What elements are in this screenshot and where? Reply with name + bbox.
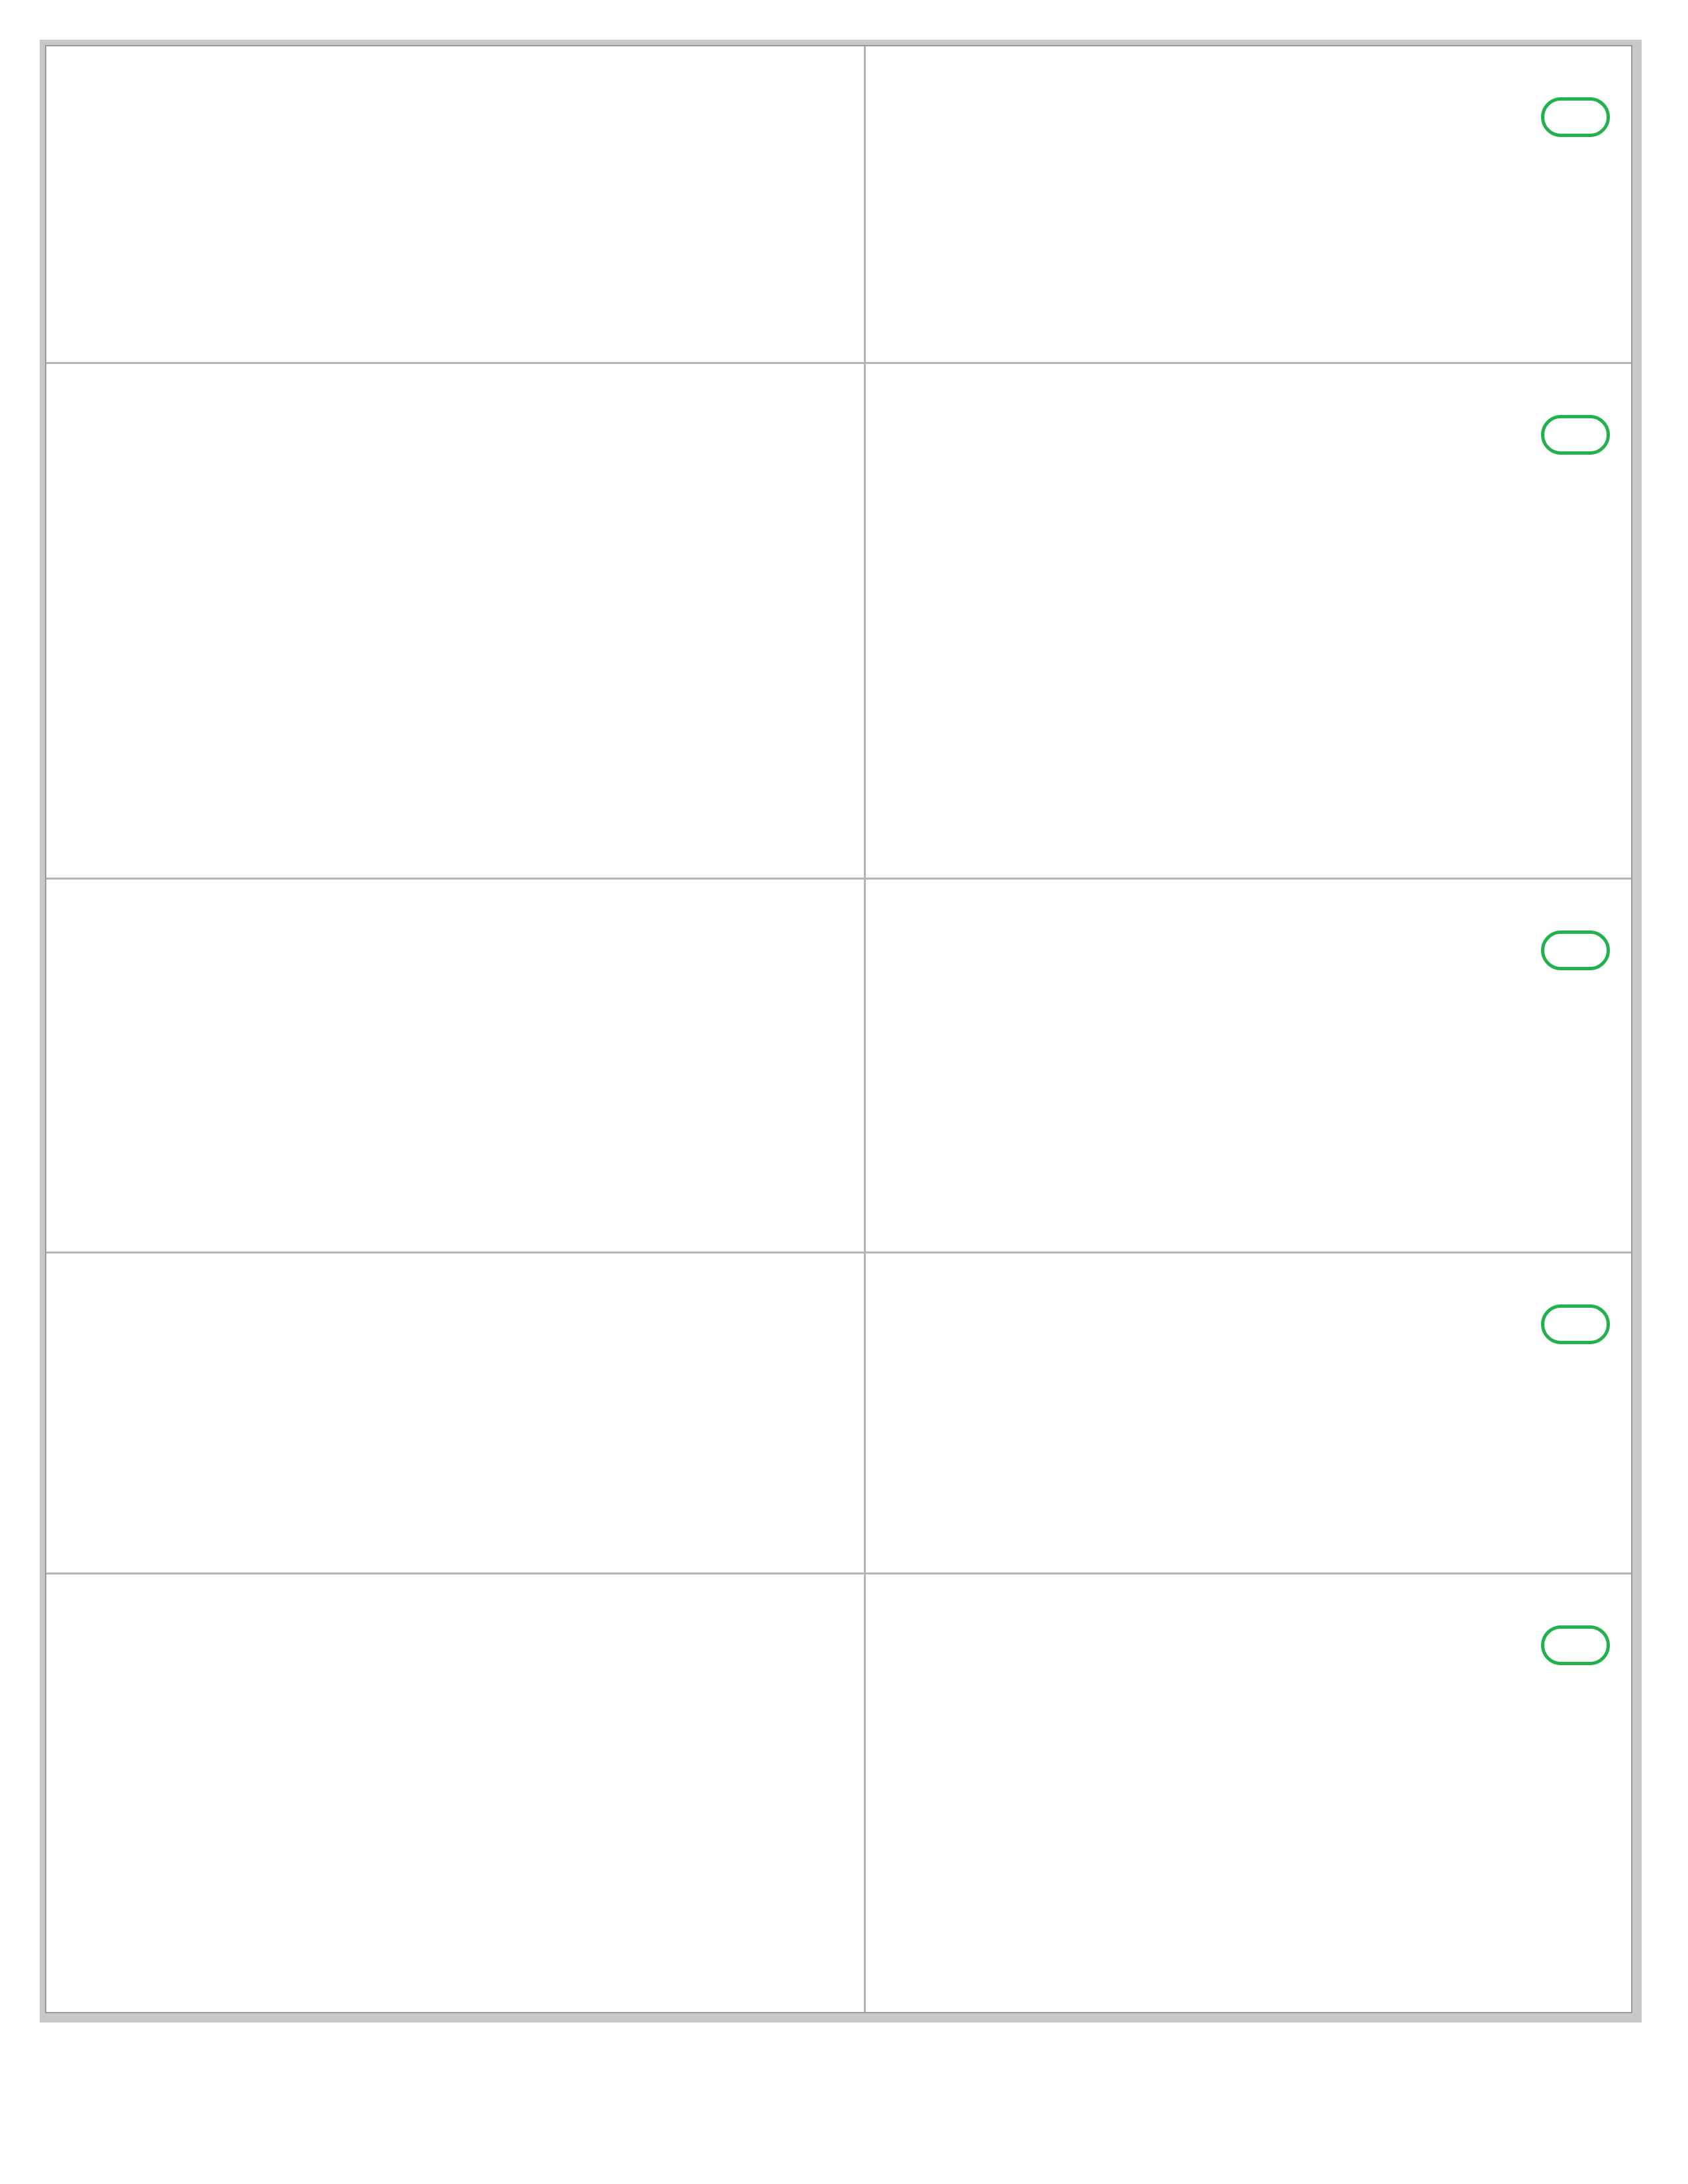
arabic-verse <box>884 369 1615 492</box>
verse-row <box>46 1253 1631 1574</box>
ayah-end-marker <box>1541 97 1610 137</box>
arabic-verse <box>884 52 1615 175</box>
arabic-verse <box>884 1259 1615 1382</box>
verse-row <box>46 46 1631 364</box>
verse-row <box>46 364 1631 880</box>
arabic-cell <box>868 1574 1631 2012</box>
star-border-left <box>3 32 32 2150</box>
ayah-end-marker <box>1541 931 1610 970</box>
star-border-right <box>1656 32 1685 2150</box>
arabic-cell <box>868 1253 1631 1572</box>
star-border-top <box>0 3 1688 32</box>
arabic-cell <box>868 364 1631 878</box>
arabic-cell <box>868 46 1631 362</box>
verse-table <box>40 40 1642 2023</box>
verse-table-inner <box>45 45 1632 2013</box>
ayah-end-marker <box>1541 415 1610 455</box>
english-cell <box>46 1574 866 2012</box>
star-border-bottom <box>0 2152 1688 2181</box>
verse-row <box>46 1574 1631 2012</box>
ayah-end-marker <box>1541 1625 1610 1665</box>
english-cell <box>46 1253 866 1572</box>
arabic-verse <box>884 1580 1615 1703</box>
english-cell <box>46 880 866 1251</box>
english-cell <box>46 46 866 362</box>
ayah-end-marker <box>1541 1304 1610 1344</box>
arabic-verse <box>884 885 1615 1008</box>
arabic-cell <box>868 880 1631 1251</box>
verse-row <box>46 880 1631 1253</box>
english-cell <box>46 364 866 878</box>
